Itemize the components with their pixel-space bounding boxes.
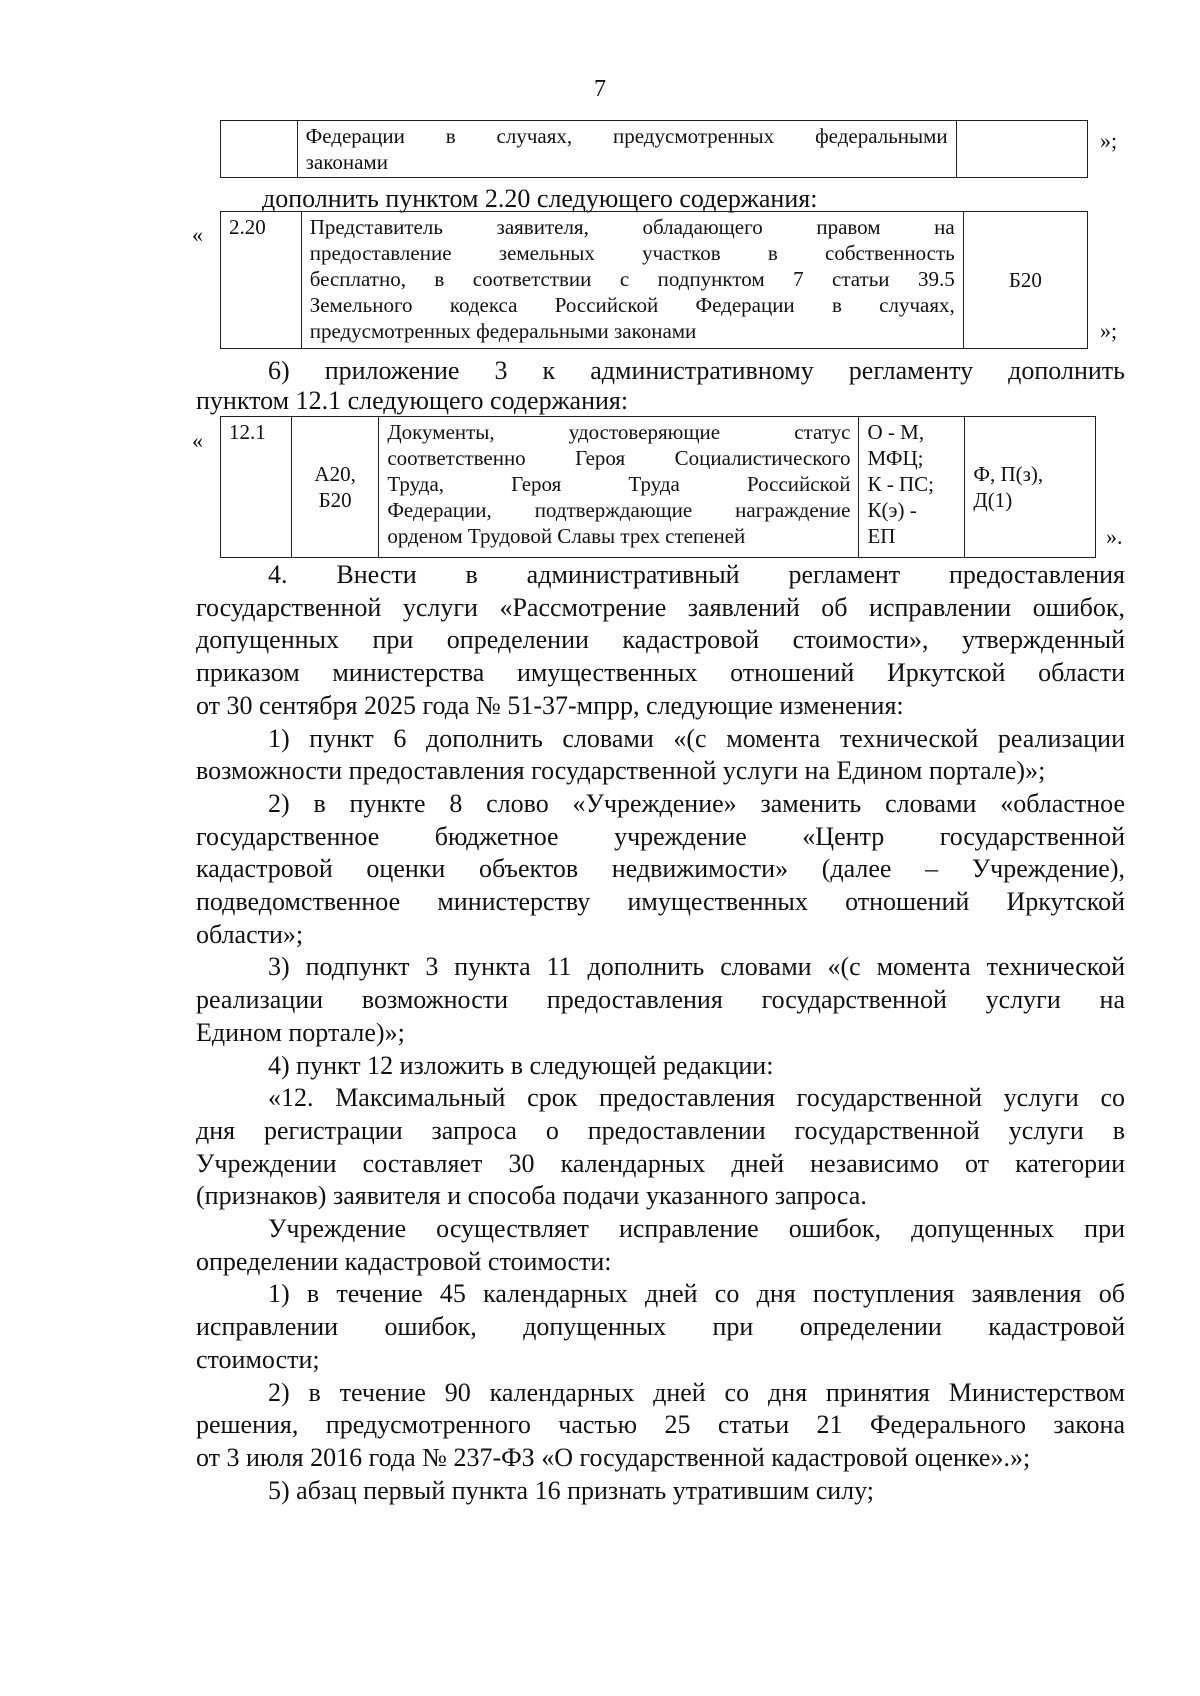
body-line: государственное бюджетное учреждение «Центр государственной xyxy=(196,821,1125,851)
item-number: 2.20 xyxy=(229,215,266,239)
cell-line: законами xyxy=(305,150,388,174)
body-line: приказом министерства имущественных отношений Иркутской области xyxy=(196,658,1125,688)
table-item-2-20 xyxy=(220,211,1088,349)
body-line: исправлении ошибок, допущенных при определении кадастровой xyxy=(196,1312,1125,1342)
close-quote: ». xyxy=(1106,524,1123,549)
body-line: стоимости; xyxy=(196,1344,320,1374)
cell-line: К(э) - xyxy=(867,498,917,522)
body-line: «12. Максимальный срок предоставления государственной услуги со xyxy=(268,1083,1125,1113)
text-cell xyxy=(379,417,859,558)
cell-line: Б20 xyxy=(318,488,352,512)
body-line: 4. Внести в административный регламент предоставления xyxy=(268,560,1125,589)
table-continuation xyxy=(220,120,1088,178)
body-line: от 3 июля 2016 года № 237-ФЗ «О государственной кадастровой оценке».»; xyxy=(196,1442,1031,1472)
body-line: подведомственное министерству имущественных отношений Иркутской xyxy=(196,887,1125,916)
body-line: возможности предоставления государственной услуги на Едином портале)»; xyxy=(196,756,1046,786)
body-line: реализации возможности предоставления государственной услуги на xyxy=(196,985,1125,1015)
body-line: 2) в пункте 8 слово «Учреждение» заменить словами «областное xyxy=(268,788,1125,818)
text-cell xyxy=(301,212,963,349)
cell-line: предусмотренных федеральными законами xyxy=(309,319,697,343)
para-6-line: пунктом 12.1 следующего содержания: xyxy=(196,386,629,415)
body-line: 3) подпункт 3 пункта 11 дополнить словами «(с момента технической xyxy=(268,952,1125,982)
cell-line: Документы, удостоверяющие статус xyxy=(387,420,851,444)
body-line: решения, предусмотренного частью 25 статьи 21 Федерального закона xyxy=(196,1410,1125,1440)
num-cell xyxy=(221,121,298,178)
num-cell xyxy=(221,417,292,558)
body-line: (признаков) заявителя и способа подачи указанного запроса. xyxy=(196,1181,867,1211)
cell-line: О - М, xyxy=(867,420,925,444)
table-row xyxy=(221,212,1088,349)
body-line: дня регистрации запроса о предоставлении государственной услуги в xyxy=(196,1115,1125,1145)
body-line: Едином портале)»; xyxy=(196,1017,405,1047)
body-line: определении кадастровой стоимости: xyxy=(196,1246,612,1276)
code-cell xyxy=(956,121,1087,178)
cell-line: соответственно Героя Социалистического xyxy=(387,446,851,470)
text-cell xyxy=(297,121,956,178)
code-cell xyxy=(963,212,1087,349)
page-number: 7 xyxy=(594,76,606,102)
body-line: Учреждение осуществляет исправление ошибок, допущенных при xyxy=(268,1214,1125,1243)
body-line: кадастровой оценки объектов недвижимости» (далее – Учреждение), xyxy=(196,854,1125,884)
cell-line: Земельного кодекса Российской Федерации в случаях, xyxy=(309,293,955,317)
open-quote: « xyxy=(192,428,203,453)
cell-line: МФЦ; xyxy=(867,446,924,470)
para-6-line: 6) приложение 3 к административному регламенту дополнить xyxy=(268,356,1125,385)
body-line: Учреждении составляет 30 календарных дней независимо от категории xyxy=(196,1148,1125,1178)
table-item-12-1 xyxy=(220,416,1096,558)
cell-line: бесплатно, в соответствии с подпунктом 7 статьи 39.5 xyxy=(309,267,955,291)
cell-line: Представитель заявителя, обладающего правом на xyxy=(309,215,955,239)
num-cell xyxy=(221,212,302,349)
cell-line: Федерации в случаях, предусмотренных федеральными xyxy=(305,124,948,148)
table-row xyxy=(221,121,1088,178)
close-quote: »; xyxy=(1100,318,1118,343)
cell-line: ЕП xyxy=(867,524,896,548)
cell-line: предоставление земельных участков в собственность xyxy=(309,241,955,265)
body-line: 5) абзац первый пункта 16 признать утратившим силу; xyxy=(268,1475,874,1505)
cell-line: Д(1) xyxy=(973,488,1013,512)
table-row xyxy=(221,417,1096,558)
open-quote: « xyxy=(192,222,203,247)
item-number: 12.1 xyxy=(229,420,266,444)
cell-line: А20, xyxy=(314,462,356,486)
body-line: 1) пункт 6 дополнить словами «(с момента технической реализации xyxy=(268,723,1125,753)
body-line: 2) в течение 90 календарных дней со дня принятия Министерством xyxy=(268,1377,1125,1407)
body-line: 4) пункт 12 изложить в следующей редакции: xyxy=(268,1050,774,1080)
cell-line: Ф, П(з), xyxy=(973,462,1044,486)
cell-line: орденом Трудовой Славы трех степеней xyxy=(387,524,746,548)
body-line: допущенных при определении кадастровой стоимости», утвержденный xyxy=(196,625,1125,655)
cell-line: Труда, Героя Труда Российской xyxy=(387,472,851,496)
channel-cell xyxy=(859,417,965,558)
codes-cell xyxy=(291,417,378,558)
code-value: Б20 xyxy=(1008,268,1042,292)
close-quote: »; xyxy=(1100,128,1118,153)
body-line: 1) в течение 45 календарных дней со дня поступления заявления об xyxy=(268,1279,1125,1309)
cell-line: Федерации, подтверждающие награждение xyxy=(387,498,851,522)
intro-2-20: дополнить пунктом 2.20 следующего содержания: xyxy=(262,184,818,213)
body-line: от 30 сентября 2025 года № 51-37-мпрр, следующие изменения: xyxy=(196,690,904,720)
body-line: области»; xyxy=(196,919,304,949)
body-line: государственной услуги «Рассмотрение заявлений об исправлении ошибок, xyxy=(196,592,1125,622)
form-cell xyxy=(965,417,1096,558)
cell-line: К - ПС; xyxy=(867,472,934,496)
